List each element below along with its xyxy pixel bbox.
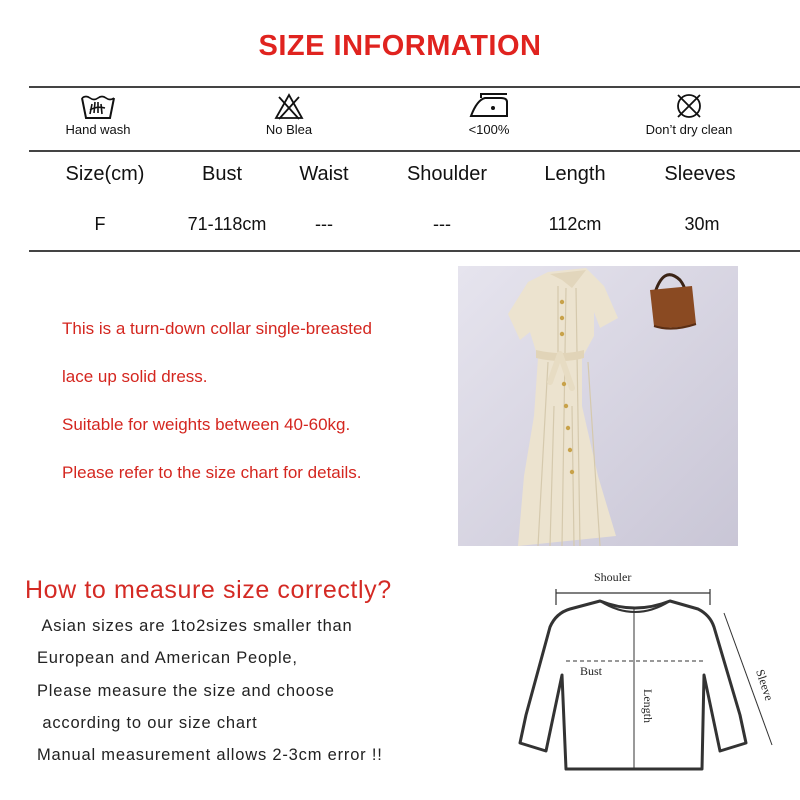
col-header-length: Length (544, 163, 606, 185)
cell-sleeves: 30m (684, 214, 720, 234)
care-hand-wash (8, 92, 188, 137)
howto-heading: How to measure size correctly? (25, 576, 392, 604)
care-no-dry-clean (599, 92, 779, 137)
care-no-bleach (199, 92, 379, 137)
cell-size: F (94, 214, 106, 234)
howto-line: European and American People, (37, 649, 298, 667)
divider-top (29, 86, 800, 88)
divider-bottom (29, 250, 800, 252)
cell-waist: --- (315, 214, 333, 234)
length-label: Length (641, 689, 655, 723)
description-line: lace up solid dress. (62, 367, 208, 386)
product-photo (458, 266, 738, 546)
description-line: Please refer to the size chart for details. (62, 463, 362, 482)
col-header-bust: Bust (201, 163, 243, 185)
howto-line: Manual measurement allows 2-3cm error !! (37, 746, 383, 764)
care-label: Don’t dry clean (645, 122, 733, 137)
care-label: <100% (468, 122, 510, 137)
divider-mid (29, 150, 800, 152)
no-dry-clean-icon (674, 92, 704, 120)
page-title: SIZE INFORMATION (258, 30, 542, 62)
iron-icon (467, 92, 511, 120)
howto-line: Asian sizes are 1to2sizes smaller than (37, 617, 353, 635)
measurement-diagram (510, 565, 790, 795)
sleeve-label: Sleeve (753, 667, 777, 703)
col-header-size: Size(cm) (65, 163, 145, 185)
howto-line: according to our size chart (37, 714, 258, 732)
bust-label: Bust (580, 664, 603, 678)
cell-shoulder: --- (433, 214, 451, 234)
care-label: Hand wash (65, 122, 131, 137)
cell-bust: 71-118cm (187, 214, 267, 234)
cell-length: 112cm (548, 214, 602, 234)
col-header-sleeves: Sleeves (664, 163, 736, 185)
hand-wash-icon (78, 92, 118, 120)
description-line: Suitable for weights between 40-60kg. (62, 415, 351, 434)
col-header-shoulder: Shoulder (406, 163, 488, 185)
no-bleach-icon (274, 92, 304, 120)
howto-line: Please measure the size and choose (37, 682, 335, 700)
description-line: This is a turn-down collar single-breasted (62, 319, 372, 338)
care-label: No Blea (265, 122, 313, 137)
care-iron (399, 92, 579, 137)
col-header-waist: Waist (299, 163, 349, 185)
shoulder-label: Shouler (594, 570, 632, 584)
